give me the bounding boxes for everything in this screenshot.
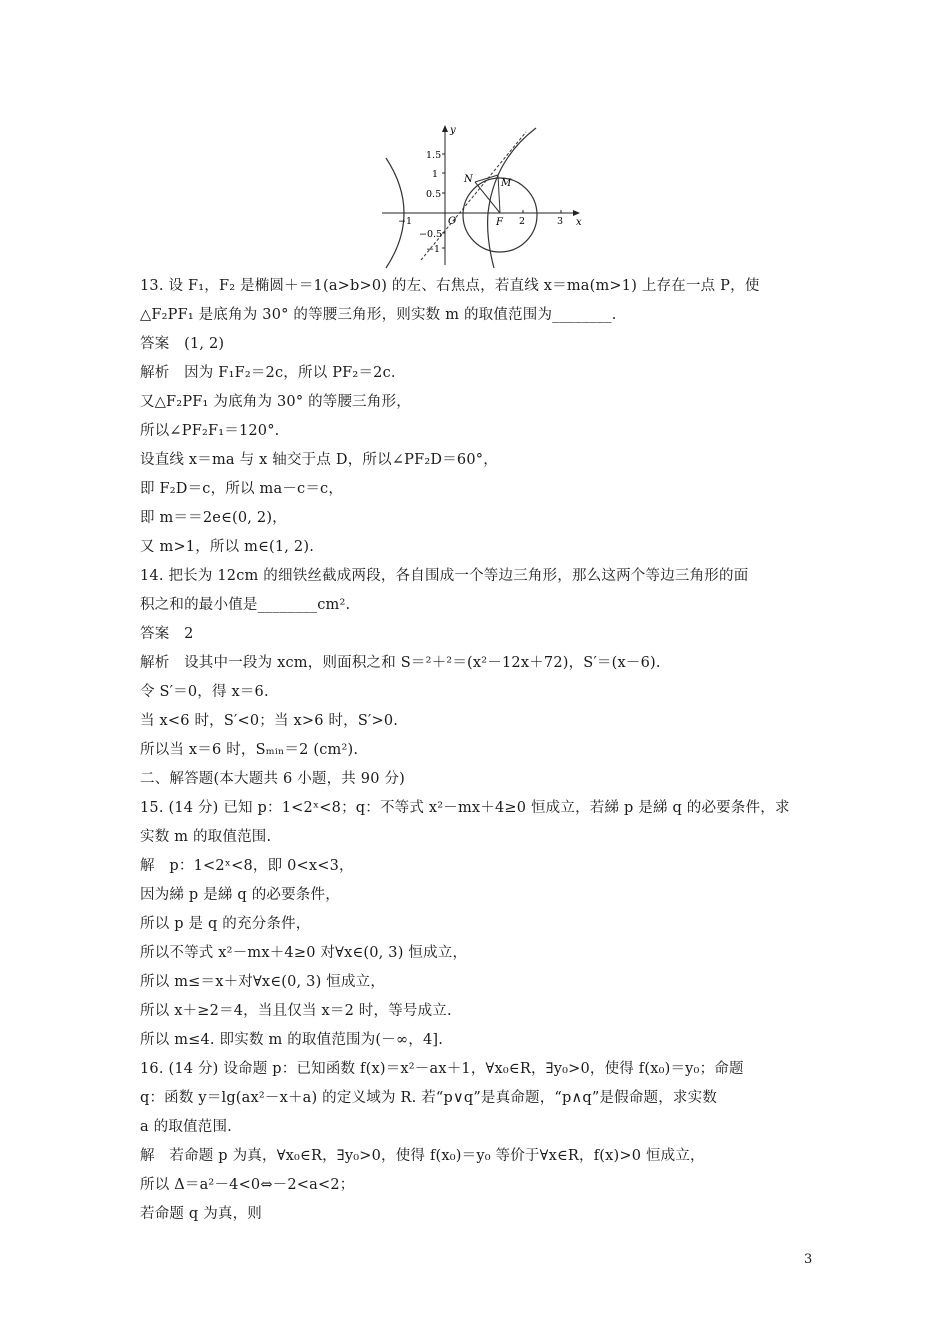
text-line: 当 x<6 时，S′<0；当 x>6 时，S′>0. — [140, 713, 399, 729]
text-line: 因为綈 p 是綈 q 的必要条件， — [140, 887, 340, 903]
text-line: 答案 (1, 2) — [140, 336, 225, 352]
text-line: 14. 把长为 12cm 的细铁丝截成两段，各自围成一个等边三角形，那么这两个等边三角形的面 — [140, 568, 749, 584]
point-F-label: F — [496, 217, 503, 228]
text-line: 解 若命题 p 为真，∀x₀∈R，∃y₀>0，使得 f(x₀)＝y₀ 等价于∀x∈R，f(x)>0 恒成立， — [140, 1148, 705, 1164]
text-line: 又△F₂PF₁ 为底角为 30° 的等腰三角形， — [140, 394, 411, 410]
ytick-neg-0-5: −0.5 — [419, 229, 443, 240]
text-line: 设直线 x＝ma 与 x 轴交于点 D，所以∠PF₂D＝60°， — [140, 452, 498, 468]
segment-MF — [498, 175, 500, 213]
text-line: 所以 Δ＝a²－4<0⇔－2<a<2； — [140, 1177, 355, 1193]
text-line: 若命题 q 为真，则 — [140, 1206, 262, 1222]
text-line: 13. 设 F₁，F₂ 是椭圆＋＝1(a>b>0) 的左、右焦点，若直线 x＝ma(m>1) 上存在一点 P，使 — [140, 278, 760, 294]
ytick-0-5: 0.5 — [426, 189, 442, 200]
text-line: 所以 p 是 q 的充分条件， — [140, 916, 311, 932]
text-line: 实数 m 的取值范围. — [140, 829, 272, 845]
text-line: 答案 2 — [140, 626, 194, 642]
point-N-label: N — [464, 174, 473, 185]
y-axis-arrow — [442, 125, 448, 132]
text-line: 解析 因为 F₁F₂＝2c，所以 PF₂＝2c. — [140, 365, 396, 381]
text-line: 所以 m≤＝x＋对∀x∈(0, 3) 恒成立， — [140, 974, 386, 990]
text-line: 所以 m≤4. 即实数 m 的取值范围为(－∞，4]. — [140, 1032, 444, 1048]
y-axis-label: y — [450, 125, 456, 136]
page-number: 3 — [804, 1252, 813, 1267]
x-axis-label: x — [576, 217, 582, 228]
segment-NF — [475, 182, 500, 213]
xtick-3: 3 — [557, 216, 564, 227]
text-line: 积之和的最小值是________cm². — [140, 597, 351, 613]
text-line: 所以不等式 x²－mx＋4≥0 对∀x∈(0, 3) 恒成立， — [140, 945, 468, 961]
xtick-2: 2 — [519, 216, 526, 227]
text-line: 解析 设其中一段为 xcm，则面积之和 S＝²＋²＝(x²－12x＋72)，S′＝(x－6). — [140, 655, 661, 671]
ytick-1: 1 — [432, 169, 439, 180]
origin-label: O — [448, 216, 457, 227]
xtick-neg-1: −1 — [398, 216, 413, 227]
text-line: 又 m>1，所以 m∈(1, 2). — [140, 539, 315, 555]
text-line: 所以∠PF₂F₁＝120°. — [140, 423, 280, 439]
text-line: q：函数 y＝lg(ax²－x＋a) 的定义域为 R. 若“p∨q”是真命题，“p∧q”是假命题，求实数 — [140, 1090, 718, 1106]
text-line: △F₂PF₁ 是底角为 30° 的等腰三角形，则实数 m 的取值范围为________. — [140, 307, 617, 323]
text-line: 所以 x＋≥2＝4，当且仅当 x＝2 时，等号成立. — [140, 1003, 452, 1019]
text-line: a 的取值范围. — [140, 1119, 232, 1135]
text-line: 所以当 x＝6 时，Sₘᵢₙ＝2 (cm²). — [140, 742, 359, 758]
x-axis-arrow — [573, 210, 580, 216]
right-curve — [488, 128, 536, 268]
ytick-1-5: 1.5 — [426, 150, 442, 161]
text-line: 15. (14 分) 已知 p：1<2ˣ<8；q：不等式 x²－mx＋4≥0 恒成立，若綈 p 是綈 q 的必要条件，求 — [140, 800, 790, 816]
text-line: 解 p：1<2ˣ<8，即 0<x<3， — [140, 858, 354, 874]
point-M-label: M — [501, 178, 512, 189]
section-heading: 二、解答题(本大题共 6 小题，共 90 分) — [140, 771, 406, 787]
text-line: 16. (14 分) 设命题 p：已知函数 f(x)＝x²－ax＋1，∀x₀∈R，∃y₀>0，使得 f(x₀)＝y₀；命题 — [140, 1061, 744, 1077]
text-line: 令 S′＝0，得 x＝6. — [140, 684, 269, 700]
figure-svg — [376, 120, 586, 270]
text-line: 即 m＝＝2e∈(0, 2)， — [140, 510, 287, 526]
hyperbola-circle-figure — [376, 120, 586, 270]
text-line: 即 F₂D＝c，所以 ma－c＝c， — [140, 481, 344, 497]
circle — [463, 178, 537, 252]
ytick-neg-1: −1 — [426, 244, 441, 255]
